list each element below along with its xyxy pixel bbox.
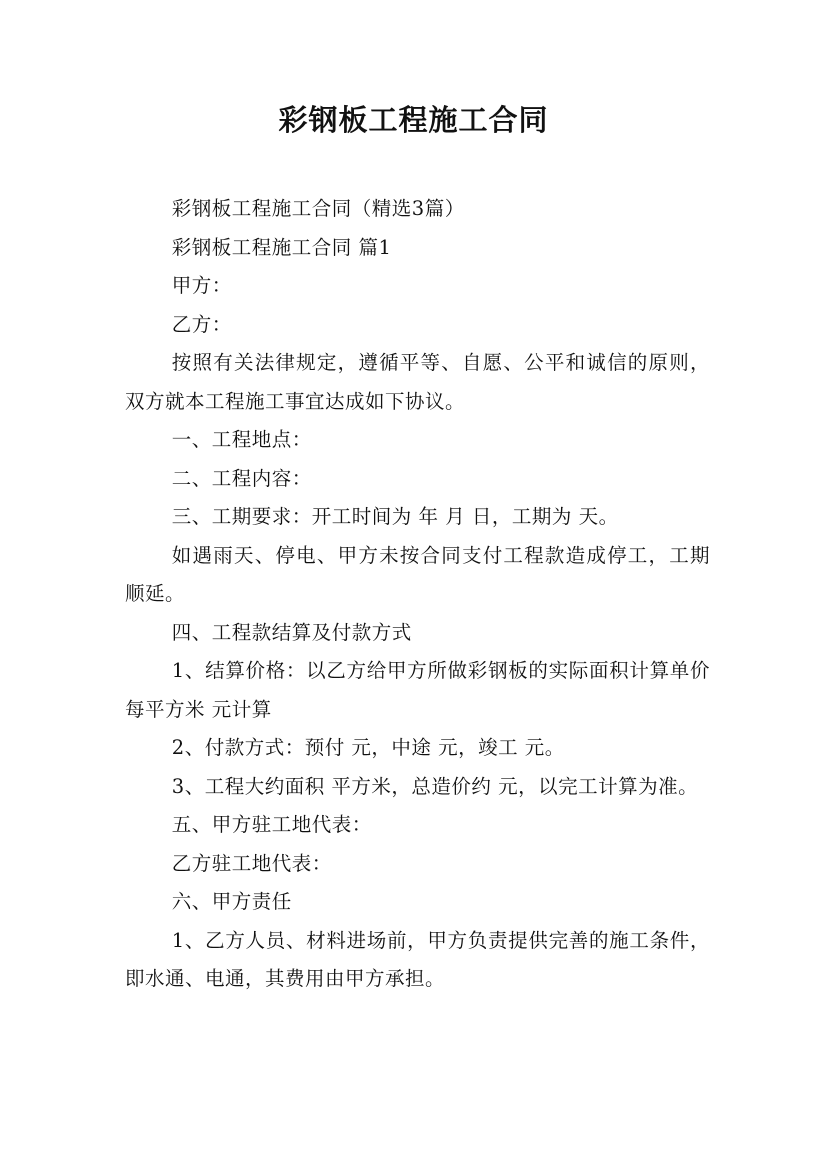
paragraph-section-5: 五、甲方驻工地代表： <box>171 813 372 836</box>
paragraph-section-3: 三、工期要求：开工时间为 年 月 日，工期为 天。 <box>171 505 619 528</box>
paragraph-clause-4-1: 1、结算价格：以乙方给甲方所做彩钢板的实际面积计算单价每平方米 元计算 <box>125 659 710 721</box>
paragraph-party-a: 甲方： <box>171 274 232 297</box>
paragraph-clause-4-3: 3、工程大约面积 平方米，总造价约 元，以完工计算为准。 <box>171 774 699 798</box>
paragraph-party-b: 乙方： <box>171 312 232 336</box>
paragraph-section-6: 六、甲方责任 <box>171 890 292 913</box>
paragraph-delay-clause: 如遇雨天、停电、甲方未按合同支付工程款造成停工，工期顺延。 <box>125 543 710 605</box>
paragraph-preamble: 按照有关法律规定，遵循平等、自愿、公平和诚信的原则，双方就本工程施工事宜达成如下协议。 <box>125 351 710 413</box>
paragraph-part-heading: 彩钢板工程施工合同 篇1 <box>171 235 392 259</box>
paragraph-section-1: 一、工程地点： <box>171 428 312 451</box>
document-body <box>125 190 710 999</box>
paragraph-clause-4-2: 2、付款方式：预付 元，中途 元，竣工 元。 <box>171 736 565 759</box>
paragraph-section-4: 四、工程款结算及付款方式 <box>171 620 412 644</box>
document-title: 彩钢板工程施工合同 <box>278 103 549 137</box>
paragraph-clause-6-1: 1、乙方人员、材料进场前，甲方负责提供完善的施工条件，即水通、电通，其费用由甲方承担。 <box>125 928 710 990</box>
paragraph-party-b-representative: 乙方驻工地代表： <box>171 851 332 875</box>
paragraph-subtitle: 彩钢板工程施工合同（精选3篇） <box>171 197 465 220</box>
paragraph-section-2: 二、工程内容： <box>171 466 312 490</box>
